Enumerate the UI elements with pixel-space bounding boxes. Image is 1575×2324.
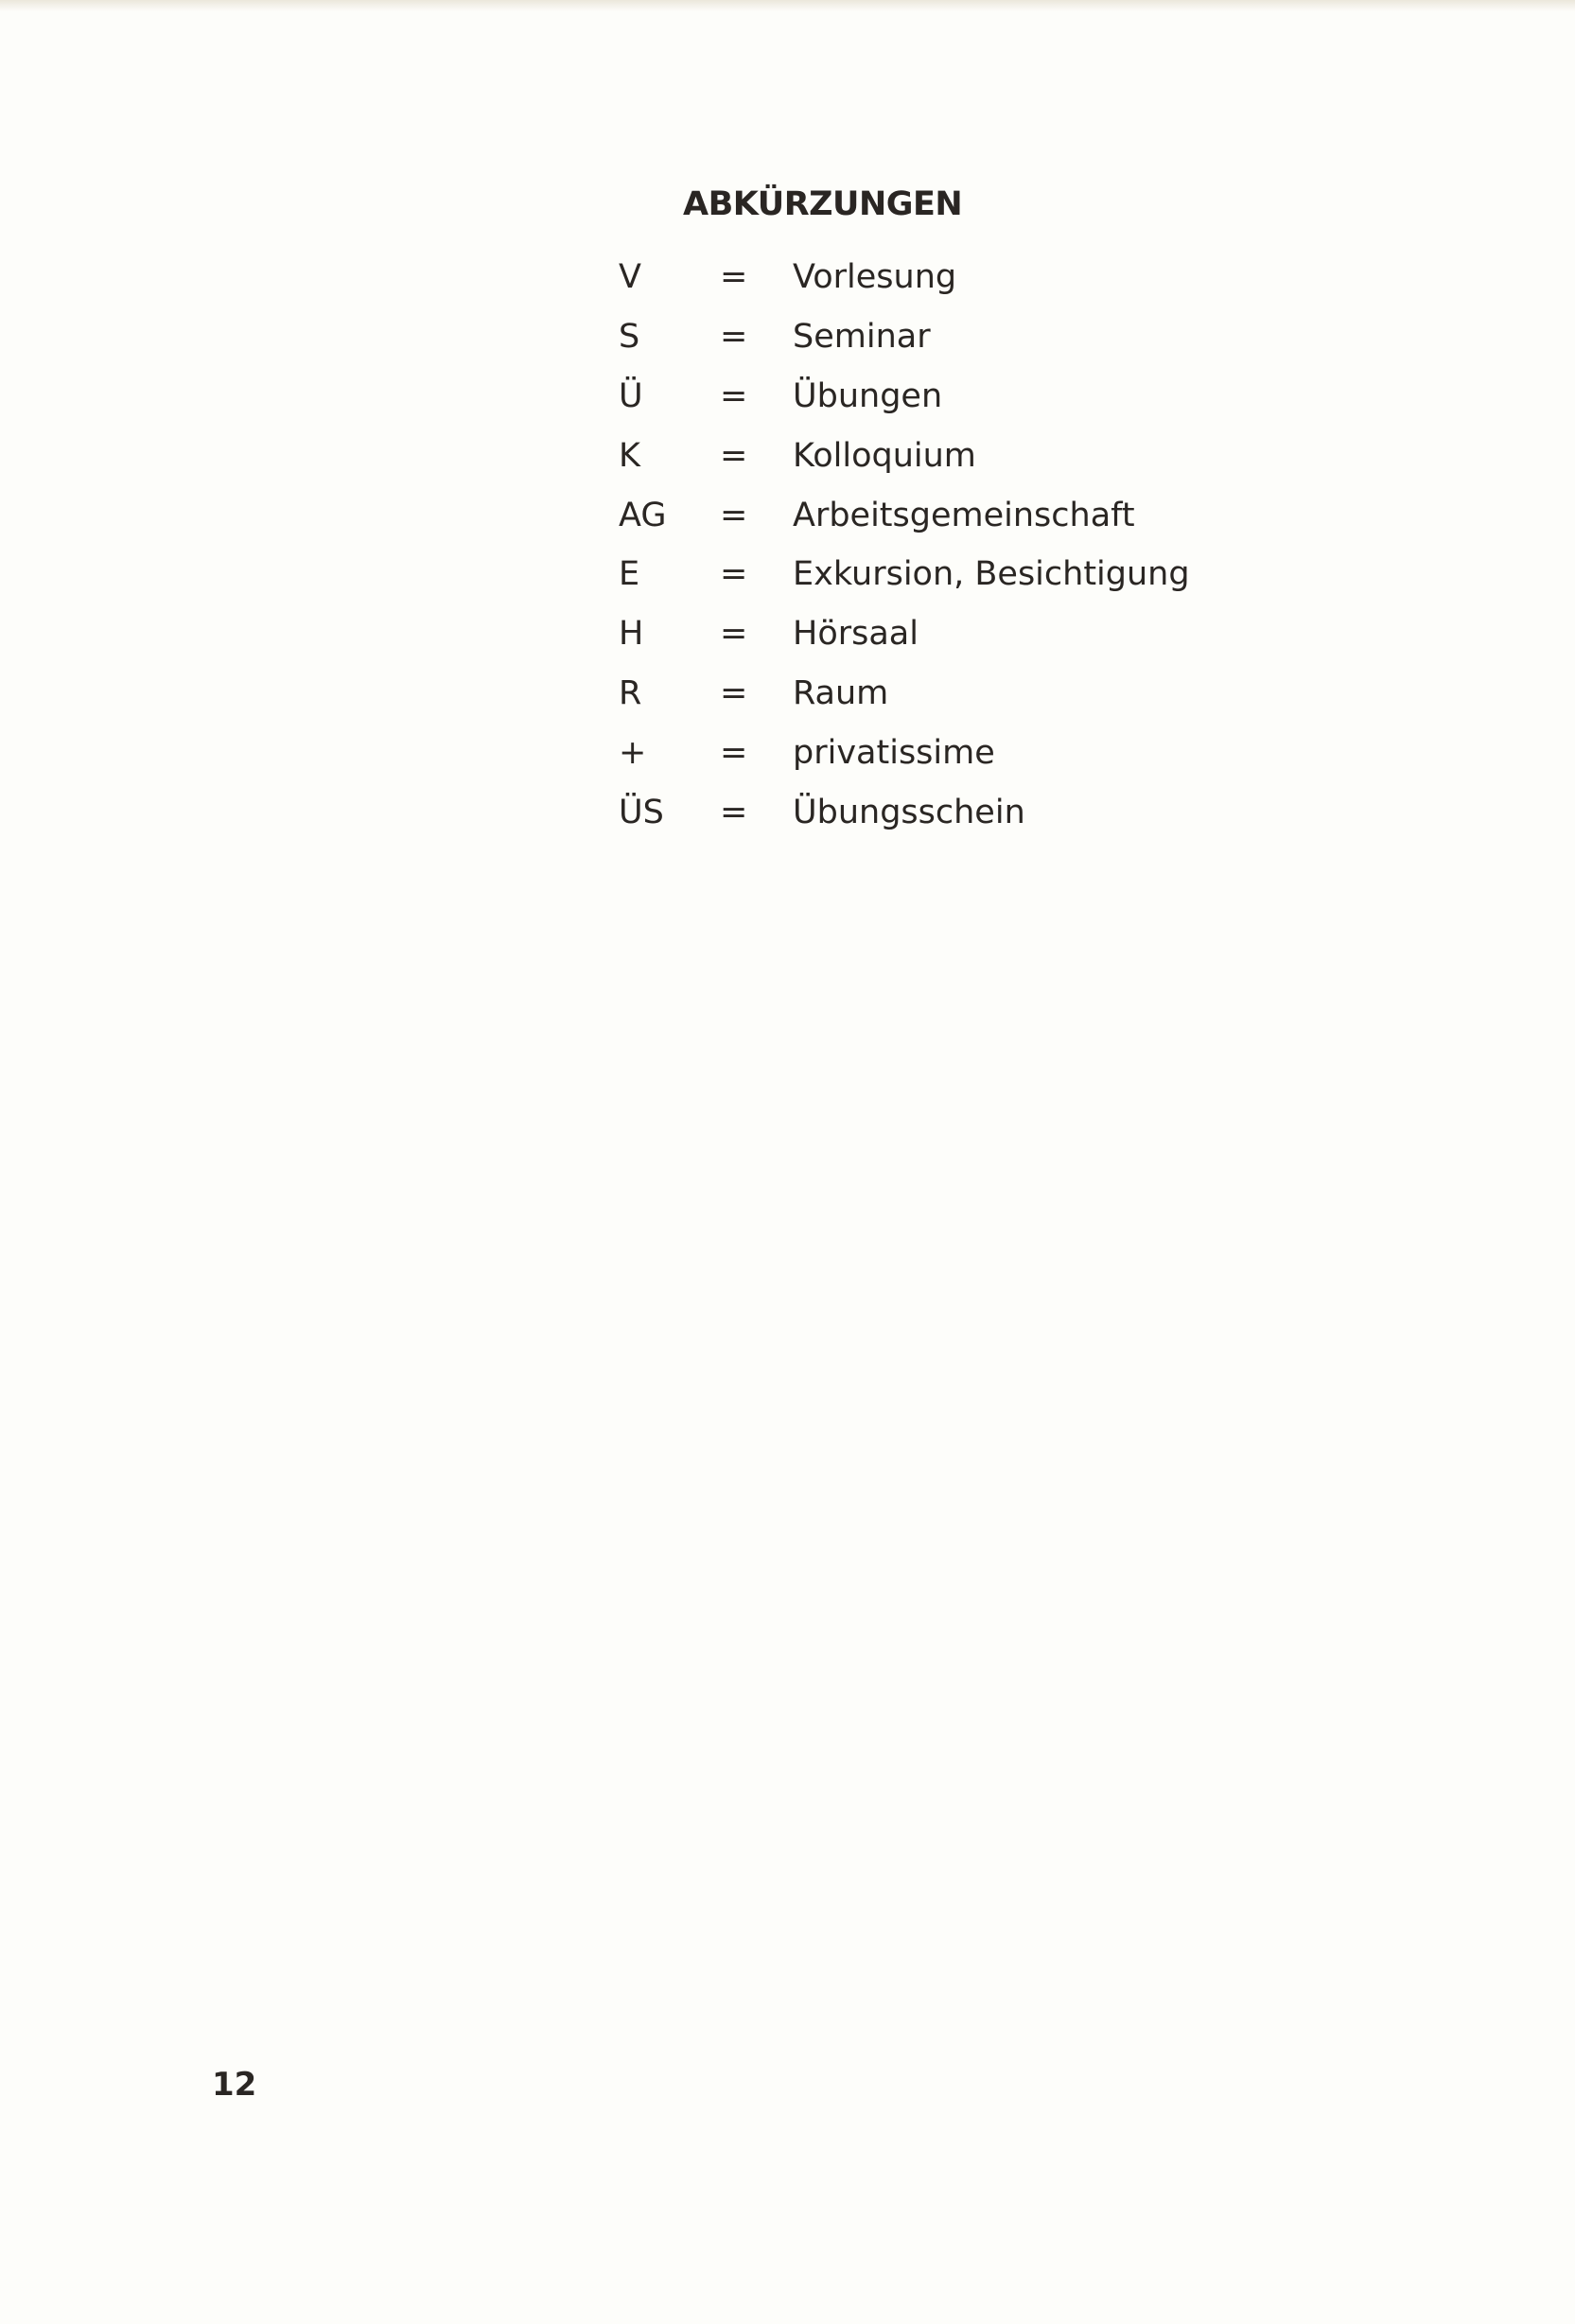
abbreviation-list [619,248,1281,843]
abbreviation-row [619,724,1281,783]
page-number: 12 [212,2066,257,2104]
page-top-edge [0,0,1575,11]
abbreviation: R [619,674,642,713]
abbreviation-meaning: Arbeitsgemeinschaft [793,496,1135,534]
abbreviation: K [619,436,640,475]
abbreviation: ÜS [619,794,664,832]
abbreviation-meaning: Seminar [793,317,931,356]
abbreviation-meaning: Raum [793,674,889,713]
abbreviation-meaning: Hörsaal [793,615,919,654]
abbreviation: S [619,317,640,356]
equals-sign: = [720,317,748,356]
abbreviation-row [619,545,1281,604]
equals-sign: = [720,555,748,594]
abbreviation-meaning: Kolloquium [793,436,976,475]
page-title: ABKÜRZUNGEN [683,185,963,223]
abbreviation-row [619,486,1281,546]
equals-sign: = [720,615,748,654]
abbreviation-meaning: privatissime [793,734,995,773]
abbreviation-row [619,664,1281,724]
abbreviation-row [619,783,1281,843]
abbreviation: V [619,258,641,296]
abbreviation: H [619,615,644,654]
abbreviation-meaning: Vorlesung [793,258,957,296]
abbreviation-row [619,427,1281,486]
equals-sign: = [720,496,748,534]
abbreviation-meaning: Übungsschein [793,794,1025,832]
abbreviation: AG [619,496,667,534]
abbreviation-meaning: Exkursion, Besichtigung [793,555,1190,594]
abbreviation: + [619,734,647,773]
equals-sign: = [720,376,748,415]
abbreviation: E [619,555,640,594]
equals-sign: = [720,258,748,296]
equals-sign: = [720,794,748,832]
equals-sign: = [720,674,748,713]
abbreviation-row [619,248,1281,307]
abbreviation-row [619,367,1281,427]
abbreviation-row [619,604,1281,664]
equals-sign: = [720,734,748,773]
abbreviation-row [619,307,1281,367]
abbreviation-meaning: Übungen [793,376,943,415]
abbreviation: Ü [619,376,643,415]
equals-sign: = [720,436,748,475]
